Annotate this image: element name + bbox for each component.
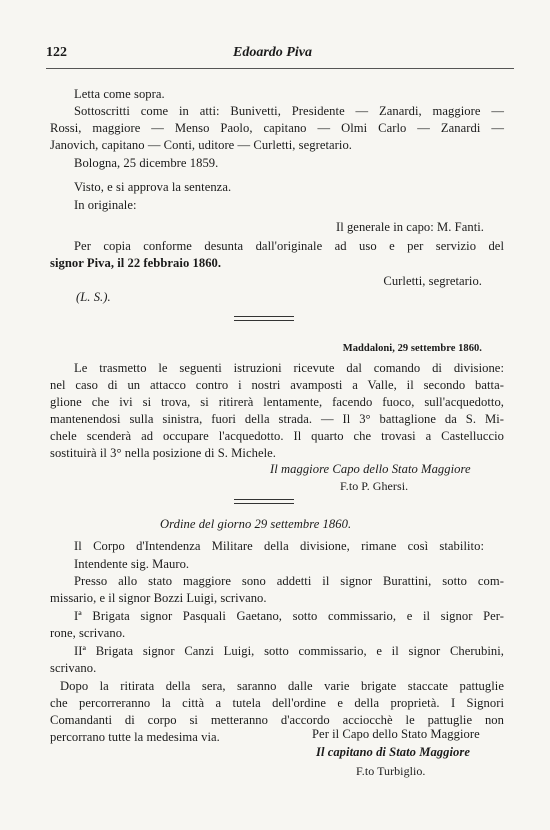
separator: [234, 320, 294, 321]
signature-line: Il capitano di Stato Maggiore: [316, 745, 470, 759]
text-line: In originale:: [74, 198, 137, 212]
running-title: Edoardo Piva: [233, 45, 312, 60]
text-line: scrivano.: [50, 661, 97, 675]
text-line: IIª Brigata signor Canzi Luigi, sotto commissario, e il signor Cherubini,: [74, 644, 504, 658]
order-title: Ordine del giorno 29 settembre 1860.: [160, 517, 352, 531]
text-line: signor Piva, il 22 febbraio 1860.: [50, 256, 222, 270]
text-line: Rossi, maggiore — Menso Paolo, capitano — Olmi Carlo — Zanardi —: [50, 121, 504, 135]
page-number: 122: [46, 45, 67, 60]
text-line: Dopo la ritirata della sera, saranno dalle varie brigate staccate pattuglie: [60, 679, 504, 693]
text-line: chele scenderà ad occupare l'acquedotto. Il quarto che trovasi a Castelluccio: [50, 429, 504, 443]
separator: [234, 503, 294, 504]
text-line: mantenendosi sulla sinistra, fuori della strada. — Il 3° battaglione da S. Mi-: [50, 412, 504, 426]
text-line: missario, e il signor Bozzi Luigi, scrivano.: [50, 591, 267, 605]
signature-line: Per il Capo dello Stato Maggiore: [312, 727, 480, 741]
text-line: Letta come sopra.: [74, 87, 165, 101]
text-line: Visto, e si approva la sentenza.: [74, 180, 232, 194]
separator: [234, 316, 294, 317]
text-line: Bologna, 25 dicembre 1859.: [74, 156, 219, 170]
signature-line: Il generale in capo: M. Fanti.: [335, 220, 484, 234]
header-rule: [46, 68, 514, 69]
signature-line: Curletti, segretario.: [383, 274, 482, 288]
separator: [234, 499, 294, 500]
text-line: nel caso di un attacco contro i nostri avamposti a Valle, il secondo batta-: [50, 378, 504, 392]
text-line: Il Corpo d'Intendenza Militare della divisione, rimane così stabilito:: [74, 539, 484, 553]
signature-line: Il maggiore Capo dello Stato Maggiore: [270, 462, 471, 476]
text-line: Janovich, capitano — Conti, uditore — Curletti, segretario.: [50, 138, 352, 152]
text-line: Comandanti di corpo si metteranno d'accordo acciocchè le pattuglie non: [50, 713, 504, 727]
text-line: Intendente sig. Mauro.: [74, 557, 190, 571]
text-line: Le trasmetto le seguenti istruzioni ricevute dal comando di divisione:: [74, 361, 504, 375]
text-line: rone, scrivano.: [50, 626, 126, 640]
seal-mark: (L. S.).: [76, 290, 111, 304]
text-line: Iª Brigata signor Pasquali Gaetano, sotto commissario, e il signor Per-: [74, 609, 504, 623]
place-date: Maddaloni, 29 settembre 1860.: [342, 343, 482, 354]
signature-line: F.to P. Ghersi.: [340, 479, 409, 493]
text-line: che percorreranno la città a tutela dell'ordine e della proprietà. I Signori: [50, 696, 504, 710]
signature-line: F.to Turbiglio.: [356, 764, 426, 778]
text-line: percorrano tutte la medesima via.: [50, 730, 220, 744]
text-line: Per copia conforme desunta dall'originale ad uso e per servizio del: [74, 239, 504, 253]
text-line: Presso allo stato maggiore sono addetti il signor Burattini, sotto com-: [74, 574, 504, 588]
text-line: sostituirà il 3° nella posizione di S. Michele.: [50, 446, 276, 460]
text-line: glione che ivi si trova, si ritirerà lentamente, facendo fuoco, sull'acquedotto,: [50, 395, 504, 409]
text-line: Sottoscritti come in atti: Bunivetti, Presidente — Zanardi, maggiore —: [74, 104, 504, 118]
